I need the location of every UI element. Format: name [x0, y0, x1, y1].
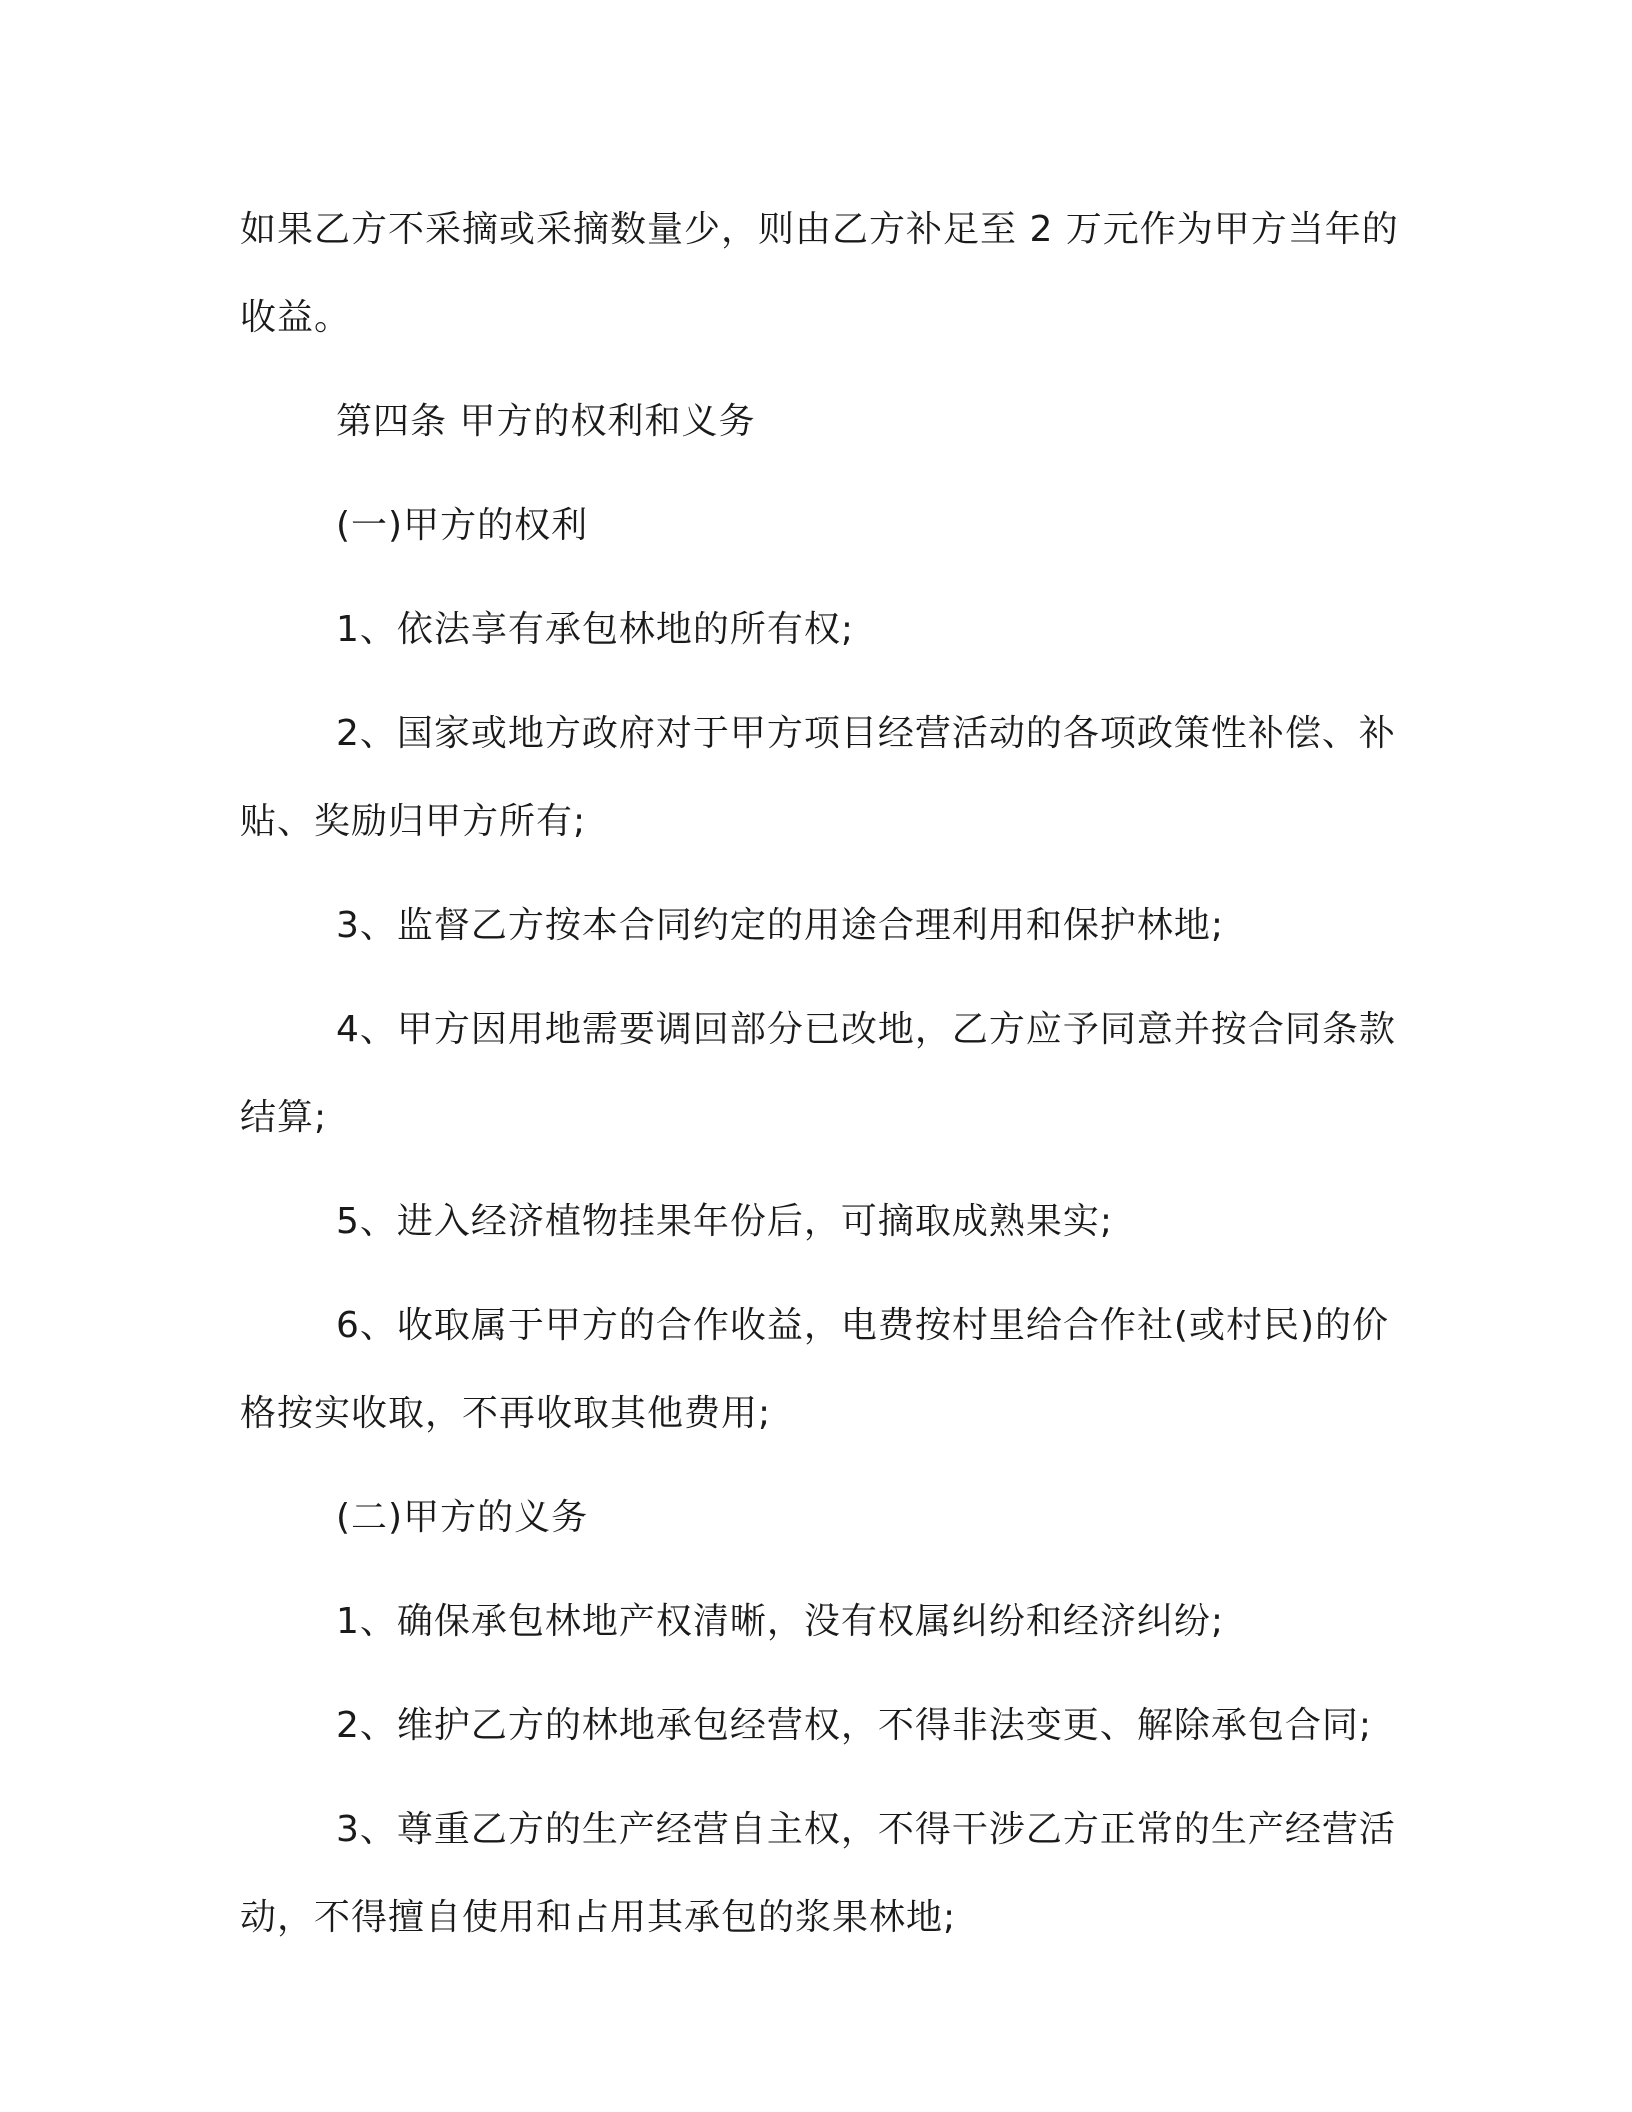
rights-item-6: 6、收取属于甲方的合作收益，电费按村里给合作社(或村民)的价格按实收取，不再收取其他费用; — [240, 1305, 1389, 1434]
rights-item-2: 2、国家或地方政府对于甲方项目经营活动的各项政策性补偿、补贴、奖励归甲方所有; — [240, 713, 1396, 842]
section-party-a-obligations-heading: (二)甲方的义务 — [336, 1497, 589, 1538]
rights-item-3: 3、监督乙方按本合同约定的用途合理利用和保护林地; — [336, 905, 1225, 946]
obligations-item-2: 2、维护乙方的林地承包经营权，不得非法变更、解除承包合同; — [336, 1705, 1373, 1746]
article-four-heading: 第四条 甲方的权利和义务 — [336, 401, 756, 442]
paragraph-income-clause: 如果乙方不采摘或采摘数量少，则由乙方补足至 2 万元作为甲方当年的收益。 — [240, 209, 1399, 338]
obligations-item-3: 3、尊重乙方的生产经营自主权，不得干涉乙方正常的生产经营活动，不得擅自使用和占用其承包的浆果林地; — [240, 1809, 1396, 1938]
section-party-a-rights-heading: (一)甲方的权利 — [336, 505, 589, 546]
obligations-item-1: 1、确保承包林地产权清晰，没有权属纠纷和经济纠纷; — [336, 1601, 1225, 1642]
rights-item-5: 5、进入经济植物挂果年份后，可摘取成熟果实; — [336, 1201, 1114, 1242]
rights-item-1: 1、依法享有承包林地的所有权; — [336, 609, 855, 650]
rights-item-4: 4、甲方因用地需要调回部分已改地，乙方应予同意并按合同条款结算; — [240, 1009, 1396, 1138]
document-body — [240, 186, 1400, 1978]
